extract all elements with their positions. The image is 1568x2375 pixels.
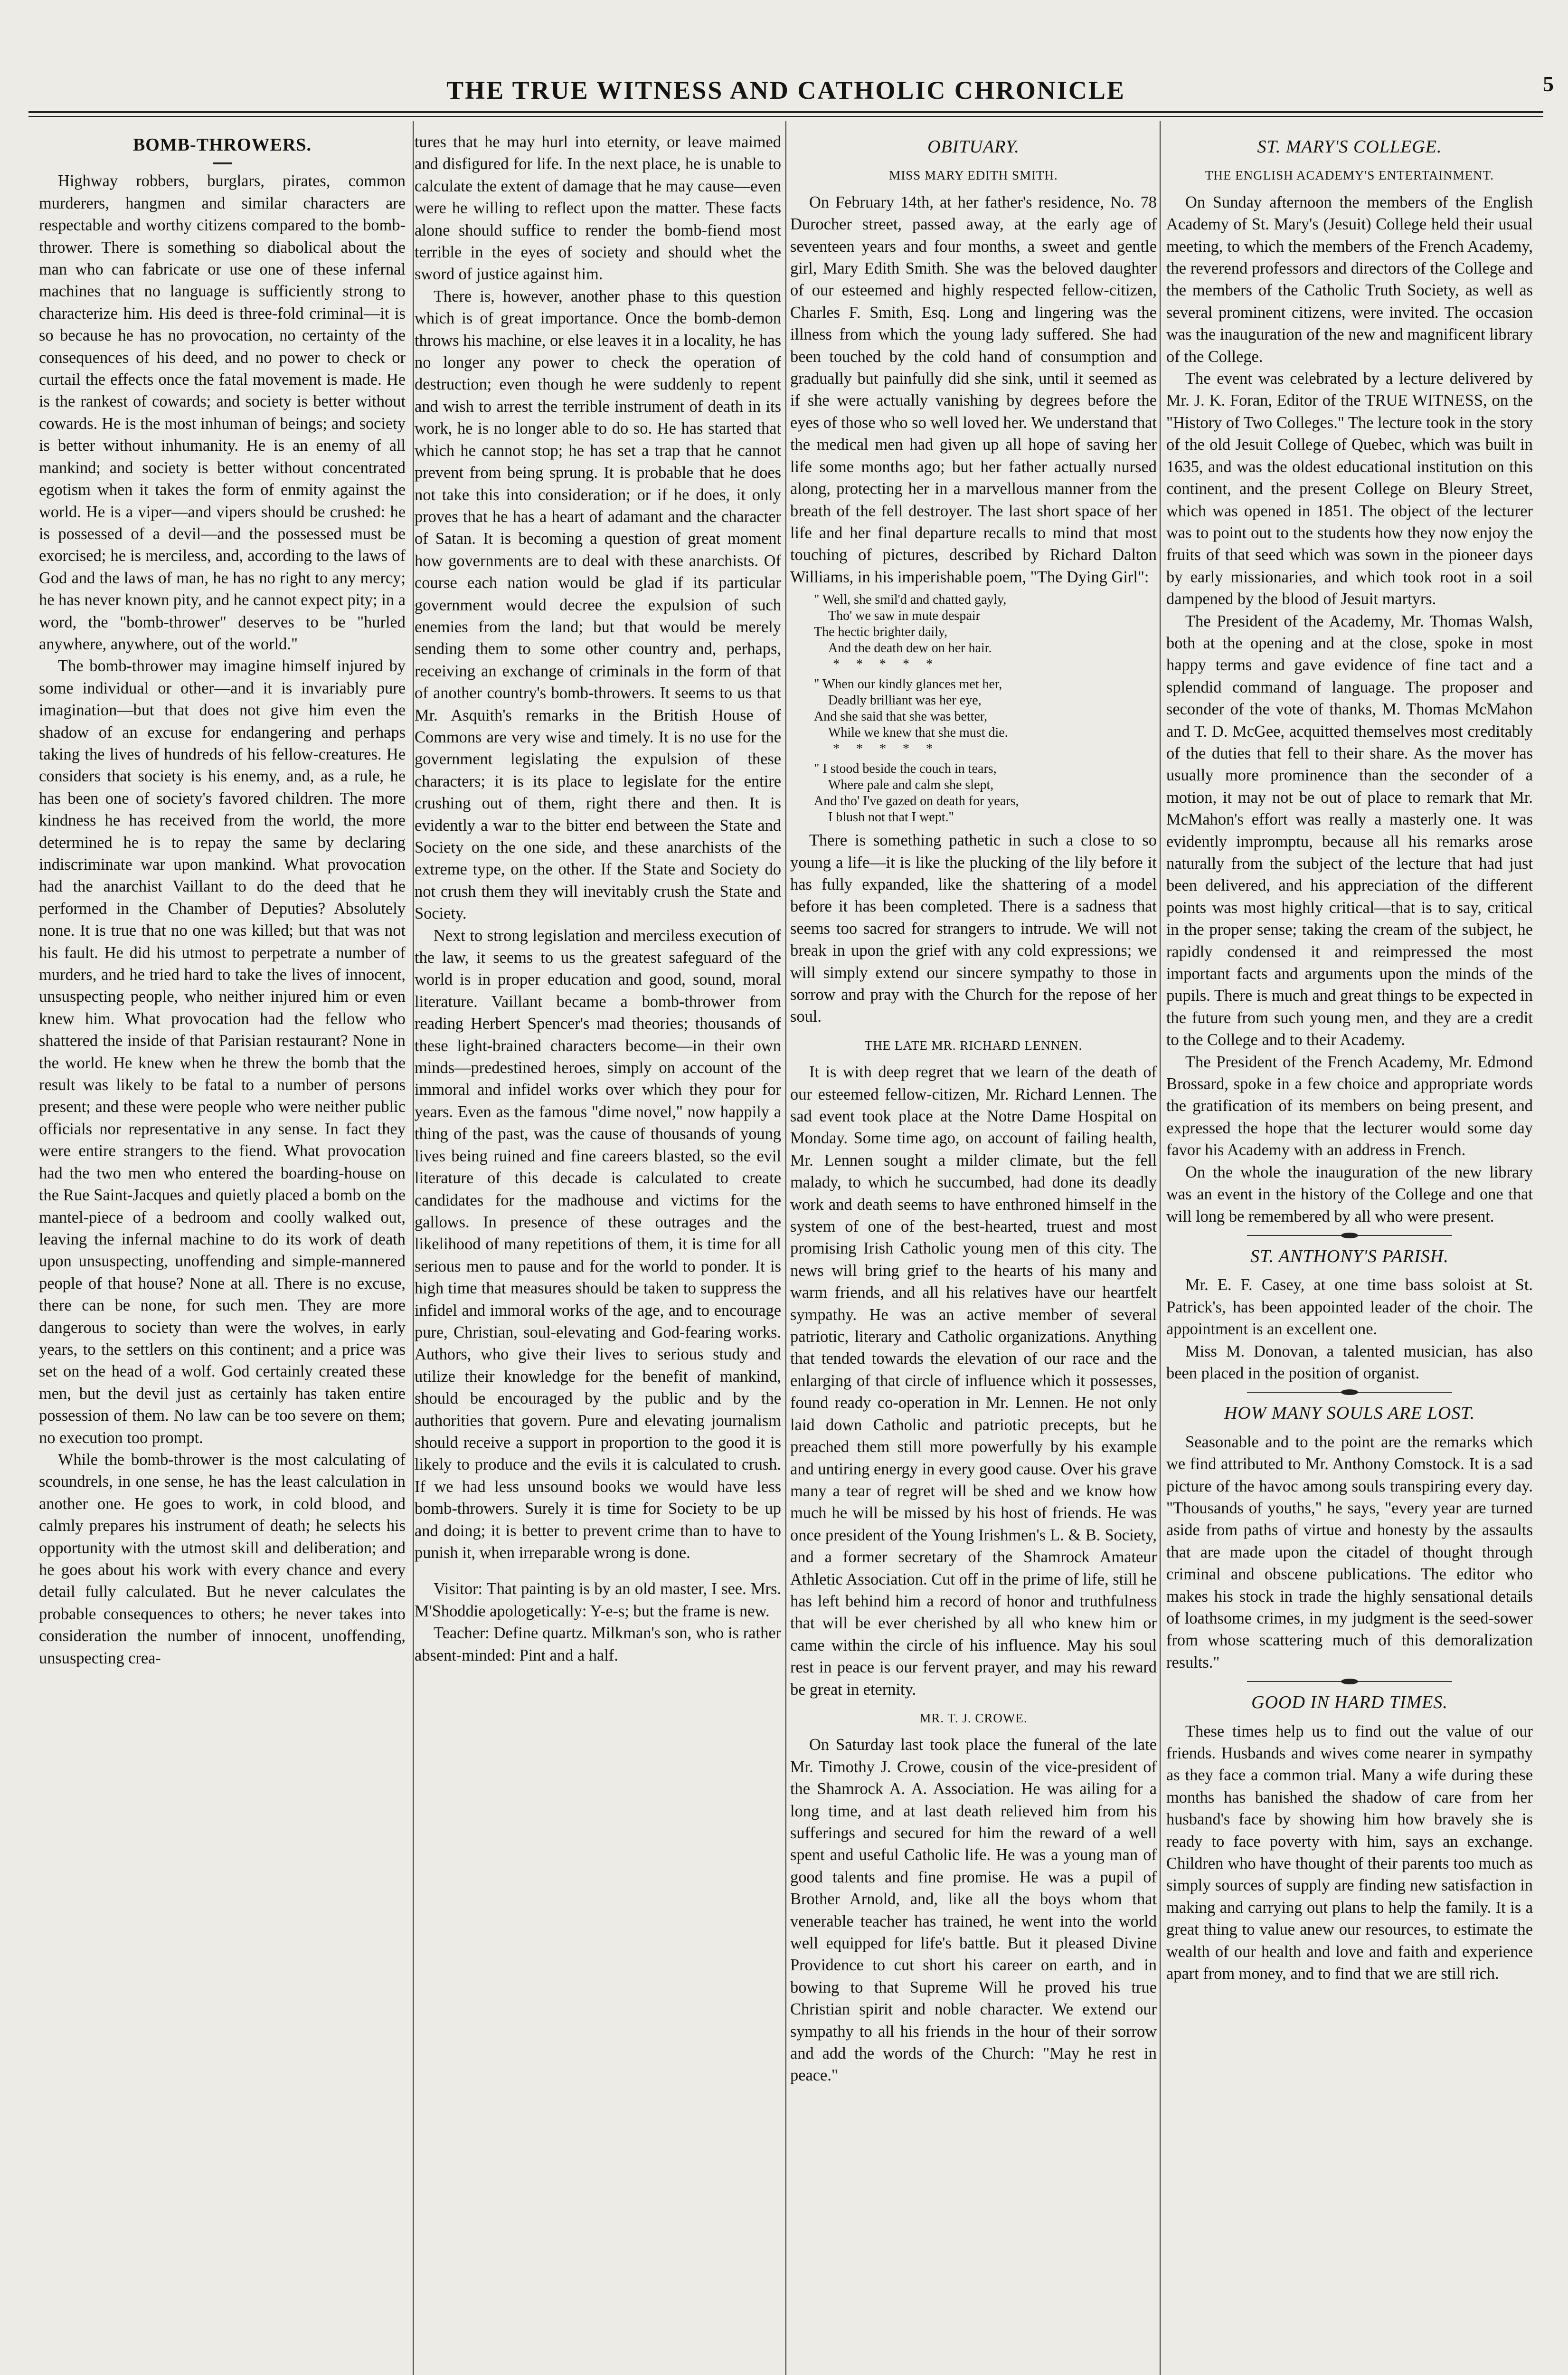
joke-item: Visitor: That painting is by an old master, I see. Mrs. M'Shoddie apologetically: Y-e-s; but the frame is new. [415,1580,781,1620]
section-heading-obituary: OBITUARY. [927,137,1020,157]
poem-line: Tho' we saw in mute despair [828,608,980,624]
obituary-subheading: MISS MARY EDITH SMITH. [889,168,1058,183]
header-rule [28,111,1543,113]
paragraph: tures that he may hurl into eternity, or leave maimed and disfigured for life. In the next place, he is unable to calculate the extent of damage that he may cause—even were he willing to reflect upon the matter. These facts alone should suffice to render the bomb-fiend most terrible in the eyes of society and should whet the sword of justice against him. [415,133,781,284]
column-rule-1 [413,121,414,2375]
paragraph: These times help us to find out the value of our friends. Husbands and wives come nearer in sympathy as they face a common trial. Many a wife during these months has banished the shadow of care from her husband's face by showing him how bravely she is ready to face poverty with him, says an exchange. Children who have thought of their parents too much as simply sources of supply are finding new satisfaction in making and carrying out plans to help the family. It is a great thing to value anew our resources, to estimate the wealth of our health and love and faith and experience apart from money, and to find that we are still rich. [1166,1722,1533,1983]
column-rule-3 [1160,121,1161,2375]
poem-line: Where pale and calm she slept, [828,778,994,793]
page-number: 5 [1543,72,1554,96]
obituary-subheading: MR. T. J. CROWE. [919,1710,1028,1725]
poem-line: And tho' I've gazed on death for years, [814,794,1019,809]
paragraph: On the whole the inauguration of the new library was an event in the history of the College and one that will long be remembered by all who were present. [1166,1163,1533,1226]
poem-stanza [814,676,1157,757]
paragraph: There is something pathetic in such a close to so young a life—it is like the plucking of the lily before it has fully expanded, like the shattering of a model before it has been completed. There is a sadness that seems too sacred for strangers to intrude. We will not break in upon the grief with any cold expressions; we will simply extend our sincere sympathy to those in sorrow and pray with the Church for the repose of her soul. [790,831,1157,1026]
poem-line: And the death dew on her hair. [828,641,992,656]
poem-line: Deadly brilliant was her eye, [828,693,982,708]
section-heading-hard-times: GOOD IN HARD TIMES. [1251,1692,1448,1713]
poem-line: And she said that she was better, [814,709,988,724]
poem-ellipsis: * * * * * [833,657,939,672]
paragraph: While the bomb-thrower is the most calculating of scoundrels, in one sense, he has the least calculation in another one. He goes to work, in cold blood, and calmly prepares his instrument of death; he selects his opportunity with the utmost skill and deliberation; and he goes about his work with every chance and every detail fully calculated. But he never calculates the probable consequences to others; he never takes into consideration the number of innocent, unoffending, unsuspecting crea- [39,1450,406,1667]
section-subheading: THE ENGLISH ACADEMY'S ENTERTAINMENT. [1205,168,1494,183]
poem-line: The hectic brighter daily, [814,625,948,640]
poem-line: While we knew that she must die. [828,725,1008,741]
poem-line: I blush not that I wept." [828,810,954,825]
section-heading-st-marys: ST. MARY'S COLLEGE. [1257,137,1442,157]
heading-dash [213,162,232,164]
section-separator [1166,1387,1533,1397]
paragraph: Miss M. Donovan, a talented musician, has also been placed in the position of organist. [1166,1342,1533,1382]
paragraph: On Sunday afternoon the members of the English Academy of St. Mary's (Jesuit) College held their usual meeting, to which the members of the French Academy, the reverend professors and directors of the College and the members of the Catholic Truth Society, as well as several prominent citizens, were invited. The occasion was the inauguration of the new and magnificent library of the College. [1166,193,1533,366]
header-rule-thin [28,116,1543,117]
paragraph: Seasonable and to the point are the remarks which we find attributed to Mr. Anthony Comstock. It is a sad picture of the havoc among souls transpiring every day. "Thousands of youths," he says, "every year are turned aside from paths of virtue and honesty by the assaults that are made upon the citadel of thought through criminal and obscene publications. The editor who makes his stock in trade the highly sensational details of loathsome crimes, in my judgment is the seed-sower from whose scattering much of this demoralization results." [1166,1433,1533,1672]
column-1 [39,131,406,2375]
poem-line: " I stood beside the couch in tears, [814,761,997,777]
column-3 [790,131,1157,2375]
section-heading-souls-lost: HOW MANY SOULS ARE LOST. [1224,1403,1475,1424]
section-separator [1166,1230,1533,1241]
paragraph: There is, however, another phase to this question which is of great importance. Once the bomb-demon throws his machine, or else leaves it in a locality, he has no longer any power to check the operation of destruction; even though he were suddenly to repent and wish to arrest the terrible instrument of death in its work, he is no longer able to do so. He has started that which he cannot stop; he has set a trap that he cannot prevent from being sprung. It is probable that he does not take this into consideration; or if he does, it only proves that he has a heart of adamant and the character of Satan. It is becoming a question of great moment how governments are to deal with these anarchists. Of course each nation would be glad if its particular government would decree the expulsion of such enemies from the land; but that would be merely sending them to some other country and, perhaps, receiving an exchange of criminals in the form of that of another country's bomb-throwers. It seems to us that Mr. Asquith's remarks in the British House of Commons are very wise and timely. It is no use for the government legislating the expulsion of these characters; it is its place to legislate for the entire crushing out of them, right there and then. It is evidently a war to the bitter end between the State and Society on the one side, and these anarchists of the extreme type, on the other. If the State and Society do not crush them they will inevitably crush the State and Society. [415,287,781,923]
paragraph: Next to strong legislation and merciless execution of the law, it seems to us the greatest safeguard of the world is in proper education and good, sound, moral literature. Vaillant became a bomb-thrower from reading Herbert Spencer's mad theories; thousands of these light-brained characters become—in their own minds—predestined heroes, simply on account of the immoral and infidel works over which they pour for years. Even as the famous "dime novel," now happily a thing of the past, was the cause of thousands of young lives being ruined and fine careers blasted, so the evil literature of this decade is calculated to create candidates for the madhouse and victims for the gallows. In presence of these outrages and the likelihood of many repetitions of them, it is time for all serious men to pause and for the world to ponder. It is high time that measures should be taken to suppress the infidel and immoral works of the age, and to encourage pure, Christian, soul-elevating and God-fearing works. Authors, who give their lives to serious study and utilize their knowledge for the benefit of mankind, should be encouraged by the public and by the authorities that govern. Pure and elevating journalism should receive a support in proportion to the good it is likely to produce and the evils it is calculated to crush. If we had less unsound books we would have less bomb-throwers. Surely it is time for Society to be up and doing; it is better to prevent crime than to have to punish it, when irreparable wrong is done. [415,926,781,1562]
paragraph: The event was celebrated by a lecture delivered by Mr. J. K. Foran, Editor of the TRUE WITNESS, on the "History of Two Colleges." The lecture took in the story of the old Jesuit College of Quebec, which was built in 1635, and was the oldest educational institution on this continent, and the present College on Bleury Street, which was opened in 1851. The object of the lecturer was to point out to the students how they now enjoy the fruits of that seed which was sown in the pioneer days by early missionaries, and which took root in a soil dampened by the blood of Jesuit martyrs. [1166,370,1533,608]
paragraph: It is with deep regret that we learn of the death of our esteemed fellow-citizen, Mr. Richard Lennen. The sad event took place at the Notre Dame Hospital on Monday. Some time ago, on account of failing health, Mr. Lennen sought a milder climate, but the fell malady, to which he succumbed, had done its deadly work and death seems to have enthroned himself in the system of one of the best-hearted, truest and most promising Irish Catholic young men of this city. The news will bring grief to the hearts of his many and warm friends, and all his relatives have our heartfelt sympathy. He was an active member of several patriotic, literary and Catholic organizations. Anything that tended towards the elevation of our race and the enlarging of that circle of influence which it possesses, found ready co-operation in Mr. Lennen. He not only laid down Catholic and patriotic precepts, but he preached them still more powerfully by his example and untiring energy in every good cause. Over his grave many a tear of regret will be shed and we know how much he will be missed by his host of friends. He was once president of the Young Irishmen's L. & B. Society, and a former secretary of the Shamrock Amateur Athletic Association. Cut off in the prime of life, still he has left behind him a record of honor and truthfulness that will be ever cherished by all who knew him or came within the circle of his influence. May his soul rest in peace is our fervent prayer, and may his reward be great in eternity. [790,1063,1157,1699]
poem-line: " When our kindly glances met her, [814,677,1002,692]
paragraph: The bomb-thrower may imagine himself injured by some individual or other—and it is invariably pure imagination—but that does not give him even the shadow of an excuse for endangering and perhaps taking the lives of hundreds of his fellow-creatures. He considers that society is his enemy, and, as a rule, he has been one of society's favored children. The more kindness he has received from the world, the more determined he is to repay the same by declaring indiscriminate war upon mankind. What provocation had the anarchist Vaillant to do the deed that he performed in the Chamber of Deputies? Absolutely none. It is true that no one was killed; but that was not his fault. He did his utmost to perpetrate a number of murders, and he tried hard to take the lives of innocent, unsuspecting people, who neither injured him or even knew him. What provocation had the fellow who shattered the inside of that Parisian restaurant? None in the world. He knew when he threw the bomb that the result was likely to be fatal to a number of persons present; and these were people who were neither public officials nor representative in any sense. In fact they were entire strangers to the fiend. What provocation had the two men who entered the boarding-house on the Rue Saint-Jacques and quietly placed a bomb on the mantel-piece of a bedroom and coolly walked out, leaving the infernal machine to do its work of death upon unsuspecting, unoffending and simple-mannered people of that house? None at all. There is no excuse, there can be none, for such men. They are more dangerous to society than were the wolves, in early years, to the settlers on this continent; and a price was set on the head of a wolf. God certainly created these men, but the devil just as certainly has taken entire possession of them. No law can be too severe on them; no execution too prompt. [39,657,406,1447]
poem-stanza [814,761,1157,826]
paragraph: Mr. E. F. Casey, at one time bass soloist at St. Patrick's, has been appointed leader of the choir. The appointment is an excellent one. [1166,1276,1533,1339]
paragraph: The President of the Academy, Mr. Thomas Walsh, both at the opening and at the close, spoke in most happy terms and gave evidence of fine tact and a splendid command of language. The proposer and seconder of the vote of thanks, M. Thomas McMahon and T. D. McGee, acquitted themselves most creditably of the duties that fell to their share. As the mover has usually more prominence than the seconder of a motion, it may not be out of place to remark that Mr. McMahon's effort was really a masterly one. It was evidently impromptu, because all his remarks arose naturally from the subject of the lecture that had just been delivered, and his appreciation of the different points was most highly critical—that is to say, critical in the proper sense; taking the cream of the subject, he rapidly condensed it and reimpressed the most important facts and arguments upon the minds of the pupils. There is much and great things to be expected in the future from such young men, and they are a credit to the College and to their Academy. [1166,612,1533,1049]
paragraph: On February 14th, at her father's residence, No. 78 Durocher street, passed away, at the early age of seventeen years and four months, a sweet and gentle girl, Mary Edith Smith. She was the beloved daughter of our esteemed and highly respected fellow-citizen, Charles F. Smith, Esq. Long and lingering was the illness from which the young lady suffered. She had been touched by the cold hand of consumption and gradually but painfully did she sink, until it seemed as if she were actually vanishing by degrees before the eyes of those who so well loved her. We understand that the medical men had given up all hope of saving her life some months ago; but her father actually nursed along, protecting her in a marvellous manner from the breath of the fell destroyer. The last short space of her life and her final departure recalls to mind that most touching of pictures, described by Richard Dalton Williams, in his imperishable poem, "The Dying Girl": [790,193,1157,586]
joke-item: Teacher: Define quartz. Milkman's son, who is rather absent-minded: Pint and a half. [415,1624,781,1664]
poem-line: " Well, she smil'd and chatted gayly, [814,592,1007,608]
poem-ellipsis: * * * * * [833,741,939,757]
article-heading-bomb-throwers: BOMB-THROWERS. [132,135,312,155]
column-2 [415,131,781,2375]
paragraph: The President of the French Academy, Mr. Edmond Brossard, spoke in a few choice and appropriate words the gratification of its members on being present, and expressed the hope that the lecturer would some day favor his Academy with an address in French. [1166,1053,1533,1159]
paragraph: On Saturday last took place the funeral of the late Mr. Timothy J. Crowe, cousin of the vice-president of the Shamrock A. A. Association. He was ailing for a long time, and at last death relieved him from his sufferings and secured for him the reward of a well spent and useful Catholic life. He was a young man of good talents and fine promise. He was a pupil of Brother Arnold, and, like all the boys whom that venerable teacher has trained, he went into the world well equipped for life's battle. But it pleased Divine Providence to cut short his career on earth, and in bowing to that Supreme Will he proved his true Christian spirit and noble character. We extend our sympathy to all his friends in the hour of their sorrow and add the words of the Church: "May he rest in peace." [790,1736,1157,2085]
column-rule-2 [785,121,786,2375]
obituary-subheading: THE LATE MR. RICHARD LENNEN. [864,1038,1083,1053]
poem-stanza [814,592,1157,673]
column-4 [1166,131,1533,2375]
masthead-title: THE TRUE WITNESS AND CATHOLIC CHRONICLE [446,76,1125,104]
section-heading-st-anthonys: ST. ANTHONY'S PARISH. [1250,1246,1449,1266]
section-separator [1166,1676,1533,1687]
paragraph: Highway robbers, burglars, pirates, common murderers, hangmen and similar characters are respectable and worthy citizens compared to the bomb-thrower. There is something so diabolical about the man who can fabricate or use one of these infernal machines that no language is sufficiently strong to characterize him. His deed is three-fold criminal—it is so because he has no provocation, no certainty of the consequences of his deed, and no power to check or curtail the effects once the fatal movement is made. He is the rankest of cowards; and society is better without cowards. He is the most inhuman of beings; and society is better without inhumanity. He is an enemy of all mankind; and society is better without concentrated egotism when it takes the form of enmity against the world. He is a viper—and vipers should be crushed: he is possessed of a devil—and the possessed must be exorcised; he is merciless, and, according to the laws of God and the laws of man, he has no right to any mercy; he has never known pity, and he cannot expect pity; in a word, the "bomb-thrower" deserves to be "hurled anywhere, anywhere, out of the world." [39,172,406,653]
